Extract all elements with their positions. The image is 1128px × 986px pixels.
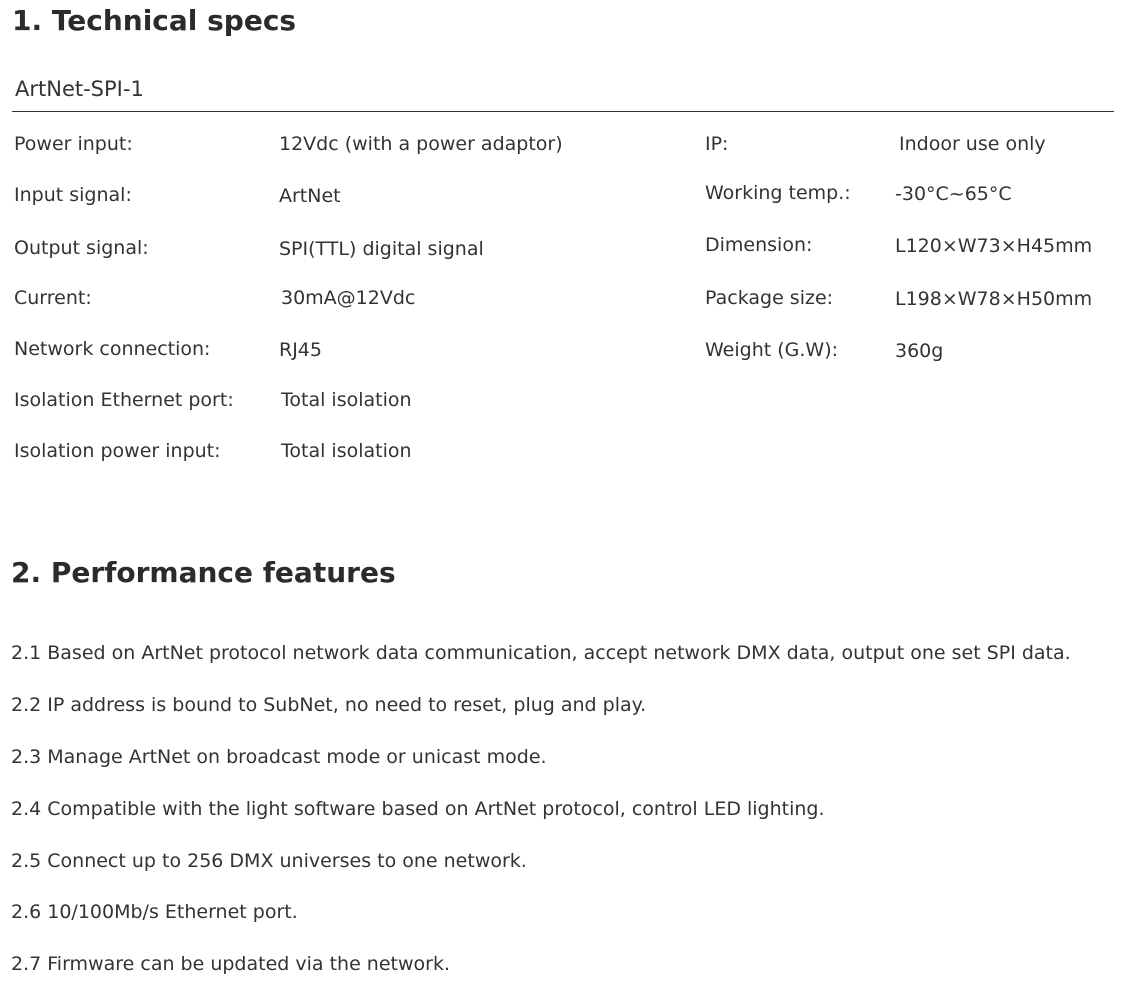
list-item: 2.2 IP address is bound to SubNet, no need to reset, plug and play. [11, 694, 647, 716]
list-item: 2.7 Firmware can be updated via the network. [11, 953, 451, 975]
spec-label-isolation-ethernet-port: Isolation Ethernet port: [14, 389, 234, 411]
spec-label-package-size: Package size: [705, 287, 834, 309]
spec-value-output-signal: SPI(TTL) digital signal [279, 238, 484, 260]
spec-label-weight: Weight (G.W): [705, 339, 839, 361]
spec-value-ip: Indoor use only [899, 133, 1046, 155]
list-item: 2.6 10/100Mb/s Ethernet port. [11, 901, 298, 923]
section-title-performance-features: 2. Performance features [11, 556, 396, 589]
spec-value-power-input: 12Vdc (with a power adaptor) [279, 133, 563, 155]
spec-label-working-temp: Working temp.: [705, 182, 851, 204]
spec-value-package-size: L198×W78×H50mm [895, 288, 1093, 310]
spec-label-input-signal: Input signal: [14, 184, 132, 206]
list-item: 2.4 Compatible with the light software based on ArtNet protocol, control LED lighting. [11, 798, 825, 820]
model-name: ArtNet-SPI-1 [15, 77, 144, 101]
spec-label-ip: IP: [705, 133, 729, 155]
spec-value-current: 30mA@12Vdc [281, 287, 416, 309]
spec-value-network-connection: RJ45 [279, 339, 322, 361]
spec-label-power-input: Power input: [14, 133, 133, 155]
list-item: 2.1 Based on ArtNet protocol network data communication, accept network DMX data, output one set SPI data. [11, 642, 1071, 664]
spec-label-output-signal: Output signal: [14, 237, 149, 259]
spec-value-working-temp: -30°C~65°C [895, 183, 1012, 205]
spec-label-dimension: Dimension: [705, 234, 813, 256]
list-item: 2.5 Connect up to 256 DMX universes to one network. [11, 850, 527, 872]
spec-value-input-signal: ArtNet [279, 185, 341, 207]
spec-label-network-connection: Network connection: [14, 338, 211, 360]
list-item: 2.3 Manage ArtNet on broadcast mode or unicast mode. [11, 746, 547, 768]
spec-value-isolation-power-input: Total isolation [281, 440, 412, 462]
spec-value-dimension: L120×W73×H45mm [895, 235, 1093, 257]
spec-label-current: Current: [14, 287, 92, 309]
spec-value-weight: 360g [895, 340, 944, 362]
spec-label-isolation-power-input: Isolation power input: [14, 440, 221, 462]
spec-value-isolation-ethernet-port: Total isolation [281, 389, 412, 411]
divider [12, 111, 1114, 112]
section-title-technical-specs: 1. Technical specs [12, 4, 297, 37]
